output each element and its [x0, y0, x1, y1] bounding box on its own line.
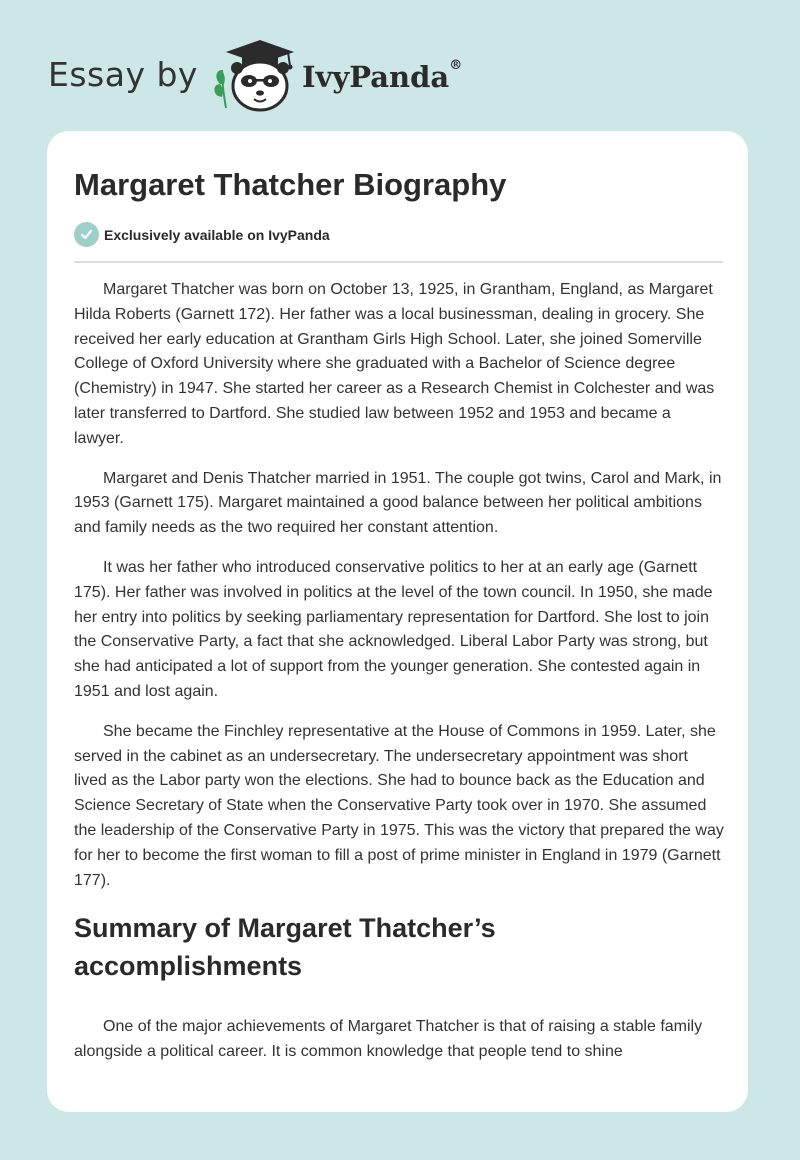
paragraph: She became the Finchley representative at the House of Commons in 1959. Later, she served in the cabinet as an undersecretary. The undersecretary appointment was short lived as the Labor party won the elections. She had to bounce back as the Education and Science Secretary of State when the Conservative Party took over in 1970. She assumed the leadership of the Conservative Party in 1975. This was the victory that prepared the way for her to become the first woman to fill a post of prime minister in England in 1979 (Garnett 177).: [74, 722, 724, 889]
registered-mark: ®: [449, 58, 463, 73]
paragraph: Margaret and Denis Thatcher married in 1951. The couple got twins, Carol and Mark, in 1953 (Garnett 175). Margaret maintained a good balance between her political ambitions and family needs as the two required her constant attention.: [74, 469, 722, 537]
brand-name: IvyPanda®: [301, 58, 463, 94]
article-body: [74, 278, 724, 1080]
badge-label: Exclusively available on IvyPanda: [104, 226, 330, 243]
paragraph: One of the major achievements of Margaret Thatcher is that of raising a stable family alongside a political career. It is common knowledge that people tend to shine: [74, 1018, 703, 1061]
paragraph: It was her father who introduced conservative politics to her at an early age (Garnett 175). Her father was involved in politics at the level of the town council. In 1950, she made her entry into politics by seeking parliamentary representation for Dartford. She lost to join the Conservative Party, a fact that she acknowledged. Liberal Labor Party was strong, but she had anticipated a lot of support from the younger generation. She contested again in 1951 and lost again.: [74, 558, 713, 700]
panda-logo-icon: [212, 34, 298, 114]
checkmark-circle-icon: [74, 222, 99, 247]
paragraph: Margaret Thatcher was born on October 13, 1925, in Grantham, England, as Margaret Hilda Roberts (Garnett 172). Her father was a local businessman, dealing in grocery. She received her early education at Grantham Girls High School. Later, she joined Somerville College of Oxford University where she graduated with a Bachelor of Science degree (Chemistry) in 1947. She started her career as a Research Chemist in Colchester and was later transferred to Dartford. She studied law between 1952 and 1953 and became a lawyer.: [74, 281, 715, 447]
essay-card: [47, 131, 748, 1112]
section-heading: Summary of Margaret Thatcher’s accomplishments: [74, 913, 496, 982]
site-logo[interactable]: [48, 34, 462, 114]
title-divider: [74, 261, 723, 263]
exclusive-badge: [74, 222, 330, 247]
brand-prefix: Essay by: [48, 54, 198, 94]
page-title: Margaret Thatcher Biography: [74, 167, 507, 202]
